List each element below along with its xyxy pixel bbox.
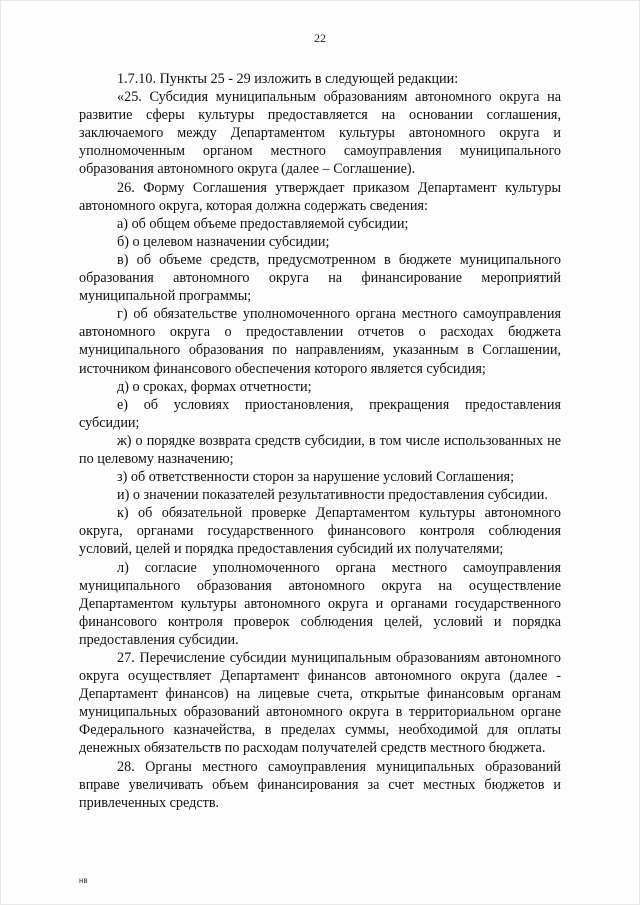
paragraph-26: 26. Форму Соглашения утверждает приказом Департамент культуры автономного округа, которая должна содержать сведения: [79, 179, 561, 214]
paragraph-28: 28. Органы местного самоуправления муниципальных образований вправе увеличивать объем финансирования за счет местных бюджетов и привлеченных средств. [79, 758, 561, 811]
list-item-z: з) об ответственности сторон за нарушение условий Соглашения; [117, 469, 515, 486]
list-item-k: к) об обязательной проверке Департаментом культуры автономного округа, органами государственного финансового контроля соблюдения условий, целей и порядка предоставления субсидий их получателями; [79, 505, 561, 558]
list-item-e: е) об условиях приостановления, прекращения предоставления субсидии; [79, 396, 561, 431]
list-item-a: а) об общем объеме предоставляемой субсидии; [117, 215, 409, 232]
list-item-g: г) об обязательстве уполномоченного органа местного самоуправления автономного округа о предоставлении отчетов о расходах бюджета муниципального образования по направлениям, указанным в Соглашении, источником финансового обеспечения которого является субсидия; [79, 306, 561, 377]
list-item-i: и) о значении показателей результативности предоставления субсидии. [117, 487, 548, 504]
paragraph-1-7-10: 1.7.10. Пункты 25 - 29 изложить в следующей редакции: [117, 71, 459, 87]
list-item-l: л) согласие уполномоченного органа местного самоуправления муниципального образования автономного округа на осуществление Департаментом культуры автономного округа и органами государственного финансового контроля проверок соблюдения целей, условий и порядка предоставления субсидии. [79, 559, 561, 648]
paragraph-25: «25. Субсидия муниципальным образованиям автономного округа на развитие сферы культуры предоставляется на основании соглашения, заключаемого между Департаментом культуры автономного округа и уполномоченным органом местного самоуправления муниципального образования автономного округа (далее – Соглашение). [79, 89, 561, 178]
list-item-d: д) о сроках, формах отчетности; [117, 378, 312, 395]
document-body [79, 70, 561, 812]
list-item-v: в) об объеме средств, предусмотренном в бюджете муниципального образования автономного округа на финансирование мероприятий муниципальной программы; [79, 251, 561, 305]
list-item-b: б) о целевом назначении субсидии; [117, 233, 330, 250]
list-item-zh: ж) о порядке возврата средств субсидии, в том числе использованных не по целевому назначению; [79, 432, 561, 467]
footer-initials-mark: нв [79, 876, 88, 885]
paragraph-27: 27. Перечисление субсидии муниципальным образованиям автономного округа осуществляет Департамент финансов автономного округа (далее - Департамент финансов) на лицевые счета, открытые финансовым органам муниципальных образований автономного округа в территориальном органе Федерального казначейства, в пределах суммы, необходимой для оплаты денежных обязательств по расходам получателей средств местного бюджета. [79, 650, 561, 757]
page-number: 22 [314, 31, 326, 45]
